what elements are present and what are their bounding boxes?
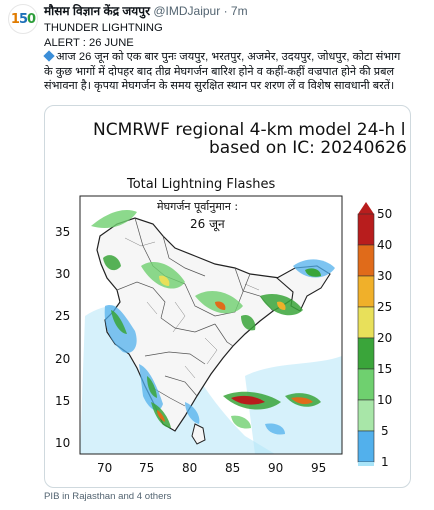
longitude-axis: [97, 461, 326, 475]
account-name[interactable]: मौसम विज्ञान केंद्र जयपुर: [44, 4, 150, 18]
lon-tick: 90: [268, 461, 284, 475]
colorbar-tick: 10: [377, 393, 393, 407]
post-title: THUNDER LIGHTNING: [44, 22, 163, 34]
colorbar-tick: 30: [377, 269, 393, 283]
model-title-line-2: based on IC: 20240626: [209, 138, 407, 158]
account-handle[interactable]: @IMDJaipur: [153, 4, 221, 18]
forecast-label: मेघगर्जन पूर्वानुमान :: [157, 200, 239, 213]
lat-tick: 30: [55, 267, 71, 281]
colorbar-segment: [358, 245, 374, 276]
imd-150-logo: 150: [10, 11, 36, 27]
colorbar-tick: 25: [377, 300, 393, 314]
post-time[interactable]: 7m: [230, 4, 248, 18]
tweet-text: [44, 21, 428, 94]
colorbar-segment: [358, 369, 374, 400]
latitude-axis: [55, 225, 70, 450]
plot-title: Total Lightning Flashes: [127, 177, 276, 192]
colorbar-segment: [358, 400, 374, 431]
lon-tick: 85: [225, 461, 241, 475]
forecast-date: 26 जून: [190, 217, 225, 231]
message-line-2: के कुछ भागों में दोपहर बाद तीव्र मेघगर्जन बारिश होने व कहीं-कहीं वज्रपात होने की प्रबल: [44, 65, 395, 78]
message-line-3: संभावना है। कृपया मेघगर्जन के समय सुरक्षित स्थान पर शरण लें व विशेष सावधानी बरतें।: [44, 80, 395, 93]
colorbar-labels: [377, 207, 392, 469]
colorbar: [358, 202, 374, 466]
colorbar-tick: 15: [377, 362, 393, 376]
colorbar-tick: 1: [381, 455, 389, 469]
message-line-1: आज 26 जून को एक बार पुनः जयपुर, भरतपुर, अजमेर, उदयपुर, जोधपुर, कोटा संभाग: [44, 50, 428, 65]
colorbar-segment: [358, 276, 374, 307]
colorbar-tick: 40: [377, 238, 393, 252]
lon-tick: 70: [97, 461, 113, 475]
separator-dot: ·: [223, 4, 228, 18]
lightning-forecast-map: [45, 106, 411, 488]
lat-tick: 10: [55, 436, 71, 450]
tagged-users[interactable]: PIB in Rajasthan and 4 others: [44, 491, 172, 502]
lat-tick: 25: [55, 309, 71, 323]
lat-tick: 20: [55, 352, 71, 366]
lat-tick: 15: [55, 394, 71, 408]
colorbar-segment: [358, 307, 374, 338]
tweet-header: [44, 4, 248, 18]
colorbar-segment: [358, 431, 374, 462]
lon-tick: 95: [311, 461, 327, 475]
model-title-line-1: NCMRWF regional 4-km model 24-h l: [93, 120, 406, 140]
lat-tick: 35: [55, 225, 71, 239]
profile-avatar[interactable]: [8, 4, 38, 34]
colorbar-segment: [358, 338, 374, 369]
colorbar-tick: 20: [377, 331, 393, 345]
colorbar-segment: [358, 462, 374, 466]
lon-tick: 75: [139, 461, 155, 475]
colorbar-tick: 5: [381, 424, 389, 438]
blue-diamond-icon: [43, 51, 54, 62]
alert-date: ALERT : 26 JUNE: [44, 36, 134, 49]
colorbar-arrow: [358, 202, 374, 214]
forecast-map-image[interactable]: [44, 105, 411, 488]
lon-tick: 80: [182, 461, 198, 475]
colorbar-segment: [358, 214, 374, 245]
colorbar-tick: 50: [377, 207, 393, 221]
